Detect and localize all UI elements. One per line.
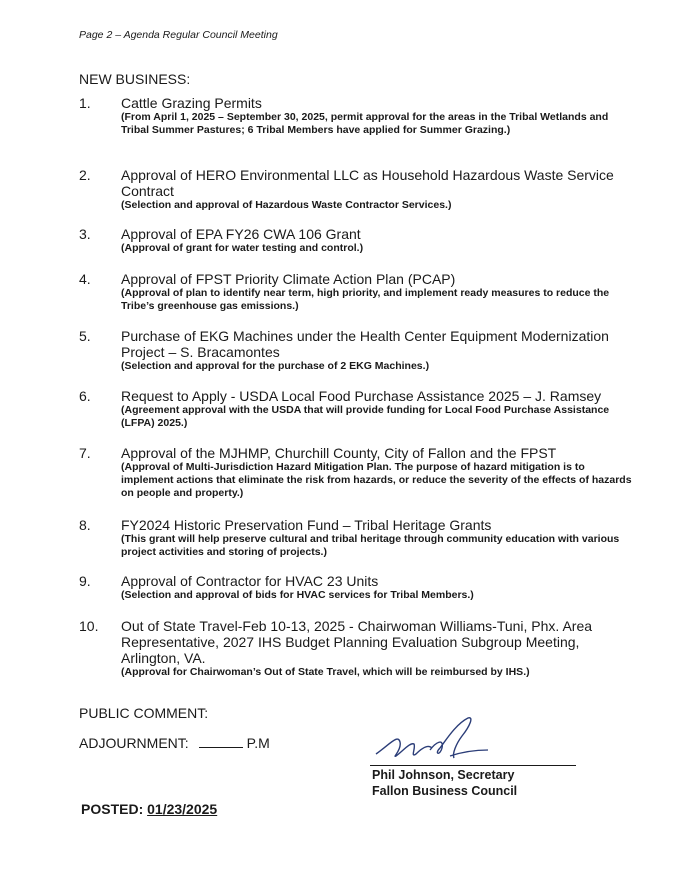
signer-name: Phil Johnson, Secretary bbox=[372, 768, 515, 782]
agenda-item bbox=[79, 167, 639, 212]
adjournment-line bbox=[79, 735, 270, 751]
adjournment-time-blank bbox=[199, 735, 243, 748]
item-number: 4. bbox=[79, 271, 91, 287]
agenda-item bbox=[79, 573, 639, 602]
item-title: Approval of EPA FY26 CWA 106 Grant bbox=[121, 226, 361, 242]
posted-label: POSTED: bbox=[81, 801, 144, 817]
item-number: 2. bbox=[79, 167, 91, 183]
signature-line bbox=[370, 765, 576, 766]
agenda-item bbox=[79, 95, 639, 137]
item-number: 3. bbox=[79, 226, 91, 242]
agenda-item bbox=[79, 517, 639, 559]
item-description: (From April 1, 2025 – September 30, 2025, permit approval for the areas in the Tribal Wetlands and Tribal Summer Pastures; 6 Tribal Members have applied for Summer Grazing.) bbox=[121, 111, 609, 136]
item-number: 6. bbox=[79, 388, 91, 404]
signature-image bbox=[370, 714, 500, 770]
item-title: Approval of the MJHMP, Churchill County, City of Fallon and the FPST bbox=[121, 445, 557, 461]
adjournment-label: ADJOURNMENT: bbox=[79, 735, 189, 751]
agenda-item bbox=[79, 388, 639, 430]
agenda-item bbox=[79, 445, 639, 500]
new-business-heading: NEW BUSINESS: bbox=[79, 71, 191, 87]
agenda-item bbox=[79, 618, 639, 679]
item-number: 5. bbox=[79, 328, 91, 344]
agenda-item bbox=[79, 226, 639, 255]
item-title: Approval of HERO Environmental LLC as Household Hazardous Waste Service Contract bbox=[121, 167, 614, 199]
item-number: 1. bbox=[79, 95, 91, 111]
item-description: (Selection and approval for the purchase of 2 EKG Machines.) bbox=[121, 360, 430, 372]
item-description: (This grant will help preserve cultural and tribal heritage through community education with various project activities and storing of projects.) bbox=[121, 533, 620, 558]
item-description: (Agreement approval with the USDA that will provide funding for Local Food Purchase Assistance (LFPA) 2025.) bbox=[121, 404, 610, 429]
item-description: (Approval of Multi-Jurisdiction Hazard Mitigation Plan. The purpose of hazard mitigation is to implement actions that eliminate the risk from hazards, or reduce the severity of the effects of hazards on people and property.) bbox=[121, 461, 632, 499]
item-number: 9. bbox=[79, 573, 91, 589]
item-number: 8. bbox=[79, 517, 91, 533]
item-title: Out of State Travel-Feb 10-13, 2025 - Chairwoman Williams-Tuni, Phx. Area Representative, 2027 IHS Budget Planning Evaluation Subgroup Meeting, Arlington, VA. bbox=[121, 618, 593, 666]
item-number: 10. bbox=[79, 618, 99, 634]
posted-date: 01/23/2025 bbox=[147, 801, 218, 817]
item-description: (Approval for Chairwoman’s Out of State Travel, which will be reimbursed by IHS.) bbox=[121, 666, 530, 678]
agenda-item bbox=[79, 328, 639, 373]
item-title: Purchase of EKG Machines under the Health Center Equipment Modernization Project – S. Bracamontes bbox=[121, 328, 609, 360]
item-title: Cattle Grazing Permits bbox=[121, 95, 262, 111]
adjournment-unit: P.M bbox=[246, 735, 270, 751]
item-number: 7. bbox=[79, 445, 91, 461]
agenda-item bbox=[79, 271, 639, 313]
page-header: Page 2 – Agenda Regular Council Meeting bbox=[79, 29, 278, 41]
item-description: (Approval of grant for water testing and control.) bbox=[121, 242, 364, 254]
item-title: Request to Apply - USDA Local Food Purchase Assistance 2025 – J. Ramsey bbox=[121, 388, 602, 404]
item-description: (Selection and approval of Hazardous Waste Contractor Services.) bbox=[121, 199, 452, 211]
posted-line bbox=[81, 801, 217, 817]
public-comment-heading: PUBLIC COMMENT: bbox=[79, 705, 209, 721]
item-title: Approval of FPST Priority Climate Action Plan (PCAP) bbox=[121, 271, 456, 287]
item-description: (Selection and approval of bids for HVAC services for Tribal Members.) bbox=[121, 589, 474, 601]
item-title: Approval of Contractor for HVAC 23 Units bbox=[121, 573, 379, 589]
item-title: FY2024 Historic Preservation Fund – Tribal Heritage Grants bbox=[121, 517, 492, 533]
signer-title: Fallon Business Council bbox=[372, 784, 518, 798]
item-description: (Approval of plan to identify near term, high priority, and implement ready measures to reduce the Tribe’s greenhouse gas emissions.) bbox=[121, 287, 610, 312]
